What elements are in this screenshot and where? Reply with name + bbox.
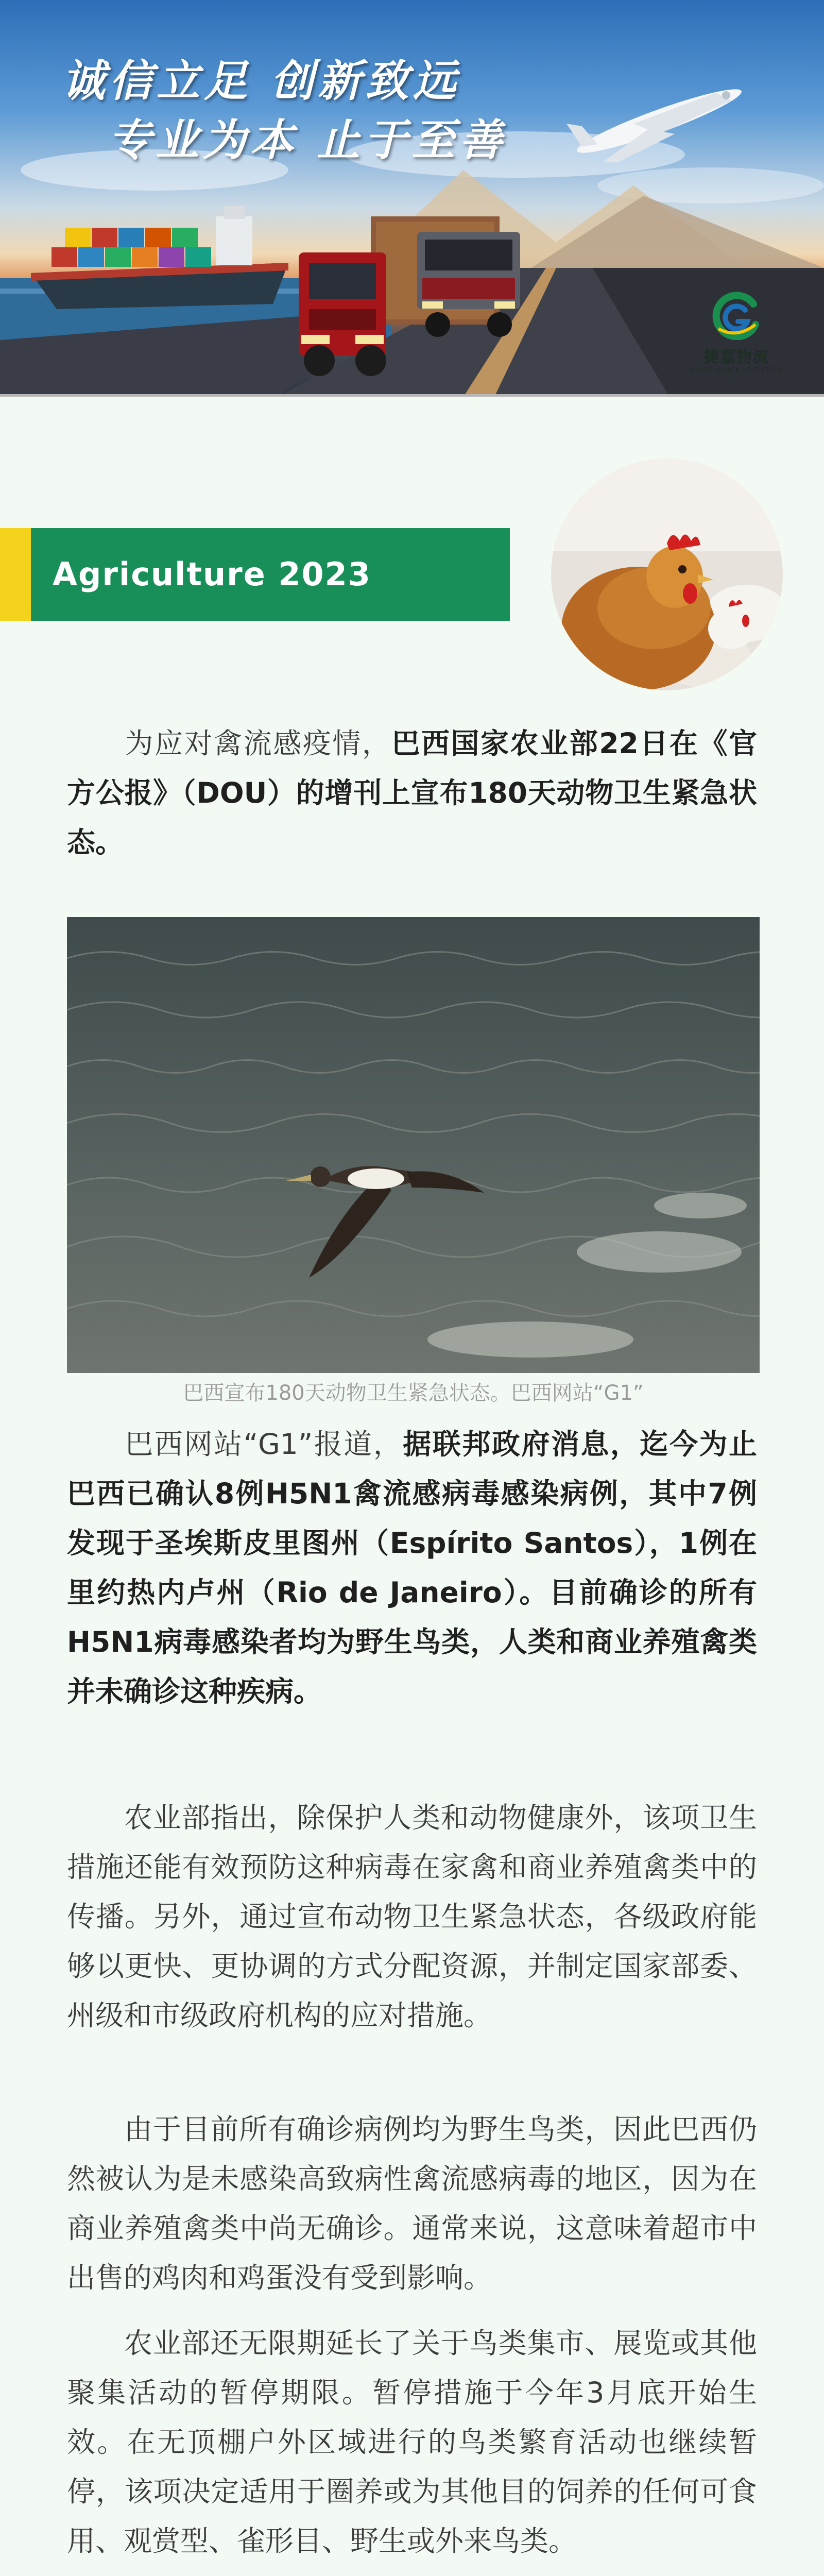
hero-logo-text: 捷嘉物流: [703, 348, 769, 366]
hero-logo-subtitle: GOOD-QUICK LOGISTICS: [690, 367, 783, 375]
article-paragraph-5: [67, 2318, 757, 2566]
article-paragraph-1: [67, 719, 757, 867]
hero-slogan-line2: 专业为本 止于至善: [108, 114, 507, 165]
article-paragraph-4: [67, 2105, 757, 2302]
paragraph-2-bold: 据联邦政府消息，迄今为止巴西已确认8例H5N1禽流感病毒感染病例，其中7例发现于圣埃斯皮里图州（Espírito Santos），1例在里约热内卢州（Rio de Janeiro）。目前确诊的所有H5N1病毒感染者均为野生鸟类，人类和商业养殖禽类并未确诊这种疾病。: [67, 1428, 757, 1708]
brand-logo-icon: [708, 289, 765, 340]
paragraph-5-text: 农业部还无限期延长了关于鸟类集市、展览或其他聚集活动的暂停期限。暂停措施于今年3月底开始生效。在无顶棚户外区域进行的鸟类繁育活动也继续暂停，该项决定适用于圈养或为其他目的饲养的任何可食用、观赏型、雀形目、野生或外来鸟类。: [67, 2327, 757, 2557]
hero-divider: [0, 394, 824, 397]
section-title: Agriculture 2023: [53, 555, 371, 593]
chicken-photo: [551, 459, 783, 690]
paragraph-3-text: 农业部指出，除保护人类和动物健康外，该项卫生措施还能有效预防这种病毒在家禽和商业养殖禽类中的传播。另外，通过宣布动物卫生紧急状态，各级政府能够以更快、更协调的方式分配资源，并制定国家部委、州级和市级政府机构的应对措施。: [67, 1801, 757, 2032]
paragraph-1-lead: 为应对禽流感疫情，: [124, 727, 392, 760]
paragraph-1-bold: 巴西国家农业部22日在《官方公报》（DOU）的增刊上宣布180天动物卫生紧急状态。: [67, 727, 757, 859]
hero-banner: [0, 0, 824, 397]
bird-photo: [67, 917, 760, 1373]
photo-caption: 巴西宣布180天动物卫生紧急状态。巴西网站“G1”: [183, 1381, 644, 1405]
article-paragraph-2: [67, 1419, 757, 1716]
airplane-icon: [546, 62, 772, 165]
section-title-accent: [0, 528, 31, 621]
hero-logo: [685, 289, 788, 375]
paragraph-4-text: 由于目前所有确诊病例均为野生鸟类，因此巴西仍然被认为是未感染高致病性禽流感病毒的地区，因为在商业养殖禽类中尚无确诊。通常来说，这意味着超市中出售的鸡肉和鸡蛋没有受到影响。: [67, 2113, 757, 2294]
paragraph-2-lead: 巴西网站“G1”报道，: [124, 1428, 403, 1461]
truck-icon: [407, 227, 530, 345]
hero-slogan-line1: 诚信立足 创新致远: [62, 55, 460, 106]
article-paragraph-3: [67, 1793, 757, 2040]
cargo-ship-icon: [21, 196, 309, 319]
